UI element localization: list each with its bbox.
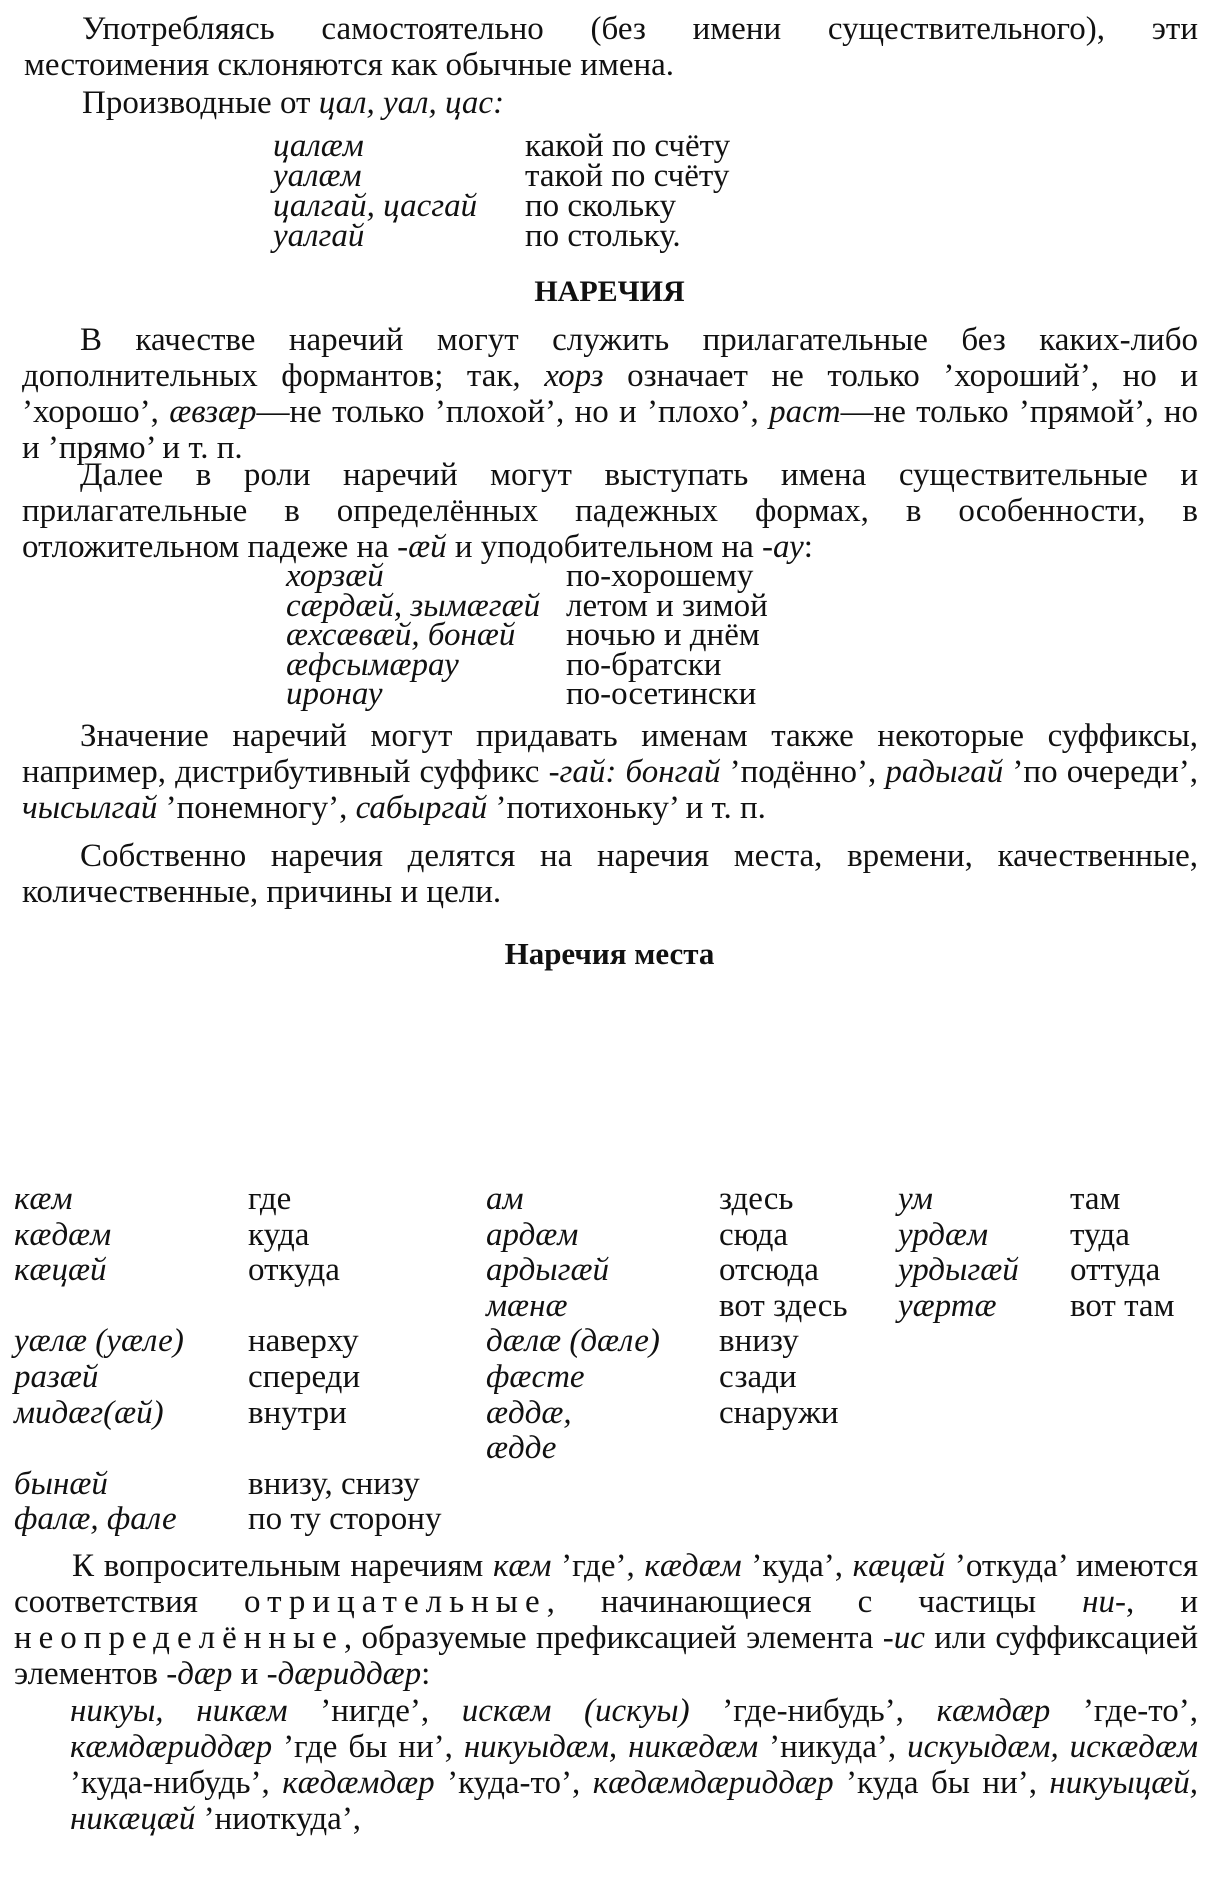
table-row bbox=[14, 1218, 1204, 1254]
table-cell: разæй bbox=[14, 1358, 99, 1395]
example-word: бонгай bbox=[625, 754, 721, 790]
suffix: -гай: bbox=[548, 754, 617, 790]
suffix: -дæриддæр bbox=[266, 1656, 422, 1692]
table-row bbox=[14, 1253, 1204, 1289]
derivative-form: цалæм bbox=[273, 128, 364, 164]
text-run: ’подённо’, bbox=[720, 754, 886, 790]
example-word: кæдæмдæриддæр bbox=[592, 1765, 834, 1801]
text-run: , образуемые префиксацией элемента bbox=[343, 1620, 883, 1656]
example-meaning: летом и зимой bbox=[566, 587, 768, 624]
table-cell: урдæм bbox=[898, 1216, 989, 1253]
text-run: ’откуда’ имеются соответствия bbox=[14, 1548, 1199, 1620]
example-word: искæм (искуы) bbox=[461, 1693, 690, 1729]
text-run: Значение наречий могут придавать именам также некоторые суффиксы, например, дистрибутивный суффикс bbox=[22, 718, 1198, 790]
text-run: ’никуда’, bbox=[758, 1729, 908, 1765]
derivative-form: цалгай, цасгай bbox=[273, 188, 478, 224]
table-cell: сзади bbox=[719, 1358, 797, 1395]
example-word: никуы, никæм bbox=[70, 1693, 288, 1729]
table-cell: ардыгæй bbox=[486, 1252, 609, 1289]
table-cell: кæм bbox=[14, 1181, 73, 1217]
suffix: -æй bbox=[397, 529, 447, 565]
derivatives-source-words: цал, уал, цас: bbox=[318, 85, 505, 121]
list-item bbox=[286, 617, 806, 653]
list-item bbox=[273, 128, 893, 164]
table-cell: мидæг(æй) bbox=[14, 1394, 164, 1431]
table-cell: æдде bbox=[486, 1430, 557, 1467]
derivative-form: уалæм bbox=[273, 158, 362, 194]
paragraph-independent-use: Употребляясь самостоятельно (без имени существительного), эти местоимения склоняются как обычные имена. bbox=[24, 11, 1198, 83]
example-word: кæмдæриддæр bbox=[70, 1729, 273, 1765]
example-meaning: по-братски bbox=[566, 646, 722, 683]
paragraph-adverb-examples bbox=[70, 1693, 1198, 1837]
example-word: æвзæр bbox=[169, 394, 257, 430]
table-cell: вот там bbox=[1070, 1287, 1175, 1324]
example-word: кæдæм bbox=[644, 1548, 742, 1584]
table-row bbox=[14, 1431, 1204, 1467]
text-run: : bbox=[421, 1656, 431, 1692]
text-run: ’по очереди’, bbox=[1003, 754, 1198, 790]
prefix: -ис bbox=[882, 1620, 925, 1656]
example-word: никуыдæм, никæдæм bbox=[463, 1729, 759, 1765]
text-run: , начинающиеся с частицы bbox=[546, 1584, 1083, 1620]
list-item bbox=[286, 558, 806, 594]
text-run bbox=[616, 754, 625, 790]
derivative-meaning: по скольку bbox=[525, 188, 677, 224]
example-meaning: по-хорошему bbox=[566, 558, 754, 594]
example-meaning: по-осетински bbox=[566, 676, 757, 712]
text-run: —не только ’прямой’, но и ’прямо’ и т. п. bbox=[22, 394, 1198, 466]
table-cell: снаружи bbox=[719, 1394, 839, 1431]
list-item bbox=[286, 646, 806, 683]
text-run: ’где’, bbox=[551, 1548, 645, 1584]
case-examples-list bbox=[286, 558, 806, 712]
example-form: æфсымæрау bbox=[286, 646, 459, 683]
derivative-form: уалгай bbox=[273, 218, 365, 254]
derivative-meaning: такой по счёту bbox=[525, 158, 730, 194]
table-cell: уæлæ (уæле) bbox=[14, 1323, 184, 1360]
table-cell: урдыгæй bbox=[898, 1252, 1019, 1289]
text-run: ’где-нибудь’, bbox=[689, 1693, 937, 1729]
paragraph-derivatives-intro bbox=[24, 85, 1198, 121]
spaced-term: отрицательные bbox=[244, 1584, 547, 1620]
example-form: сæрдæй, зымæгæй bbox=[286, 587, 541, 624]
table-cell: откуда bbox=[248, 1252, 340, 1289]
text-run: ’где бы ни’, bbox=[272, 1729, 464, 1765]
list-item bbox=[286, 676, 806, 712]
table-cell: кæдæм bbox=[14, 1216, 112, 1253]
table-row bbox=[14, 1502, 1204, 1538]
table-cell: отсюда bbox=[719, 1252, 819, 1289]
text-run: ’где-то’, bbox=[1050, 1693, 1198, 1729]
table-cell: дæлæ (дæле) bbox=[486, 1323, 660, 1360]
table-cell: внутри bbox=[248, 1394, 347, 1431]
list-item bbox=[273, 158, 893, 194]
example-form: хорзæй bbox=[286, 558, 384, 594]
derivatives-intro-text: Производные от bbox=[82, 85, 319, 121]
table-cell: где bbox=[248, 1181, 292, 1217]
text-run: ’нигде’, bbox=[287, 1693, 462, 1729]
example-form: æхсæвæй, бонæй bbox=[286, 617, 516, 653]
table-cell: ам bbox=[486, 1181, 524, 1217]
table-cell: мæнæ bbox=[486, 1287, 568, 1324]
section-heading: НАРЕЧИЯ bbox=[534, 275, 685, 308]
example-word: чысылгай bbox=[22, 790, 158, 826]
text-run: и уподобительном на bbox=[446, 529, 763, 565]
table-row bbox=[14, 1396, 1204, 1432]
derivative-meaning: какой по счёту bbox=[525, 128, 731, 164]
text-run: —не только ’плохой’, но и ’плохо’, bbox=[256, 394, 770, 430]
table-cell: внизу bbox=[719, 1323, 799, 1360]
text-run: К вопросительным наречиям bbox=[72, 1548, 493, 1584]
list-item bbox=[286, 587, 806, 624]
paragraph-case-forms bbox=[22, 457, 1198, 565]
suffix: -дæр bbox=[166, 1656, 233, 1692]
table-cell: спереди bbox=[248, 1358, 361, 1395]
subsection-heading: Наречия места bbox=[504, 936, 715, 971]
text-run: или суффиксацией элементов bbox=[14, 1620, 1199, 1692]
example-word: кæцæй bbox=[852, 1548, 946, 1584]
paragraph-suffixes bbox=[22, 718, 1198, 826]
table-cell: бынæй bbox=[14, 1465, 108, 1502]
table-cell: кæцæй bbox=[14, 1252, 107, 1289]
table-row bbox=[14, 1182, 1204, 1218]
text-run: и bbox=[232, 1656, 267, 1692]
example-word: радыгай bbox=[885, 754, 1004, 790]
text-run: ’куда бы ни’, bbox=[833, 1765, 1050, 1801]
text-run: , и bbox=[1126, 1584, 1198, 1620]
paragraph-interrogative-adverbs bbox=[14, 1548, 1198, 1692]
table-row bbox=[14, 1289, 1204, 1325]
example-word: никуыцæй, никæцæй bbox=[70, 1765, 1198, 1837]
list-item bbox=[273, 218, 893, 254]
text-run: : bbox=[803, 529, 813, 565]
text-run: ’куда-нибудь’, bbox=[70, 1765, 283, 1801]
list-item bbox=[273, 188, 893, 224]
example-word: кæм bbox=[492, 1548, 552, 1584]
text-run: означает не только ’хороший’, но и ’хорошо’, bbox=[22, 358, 1199, 430]
table-cell: фæсте bbox=[486, 1358, 585, 1395]
text-run: ’понемногу’, bbox=[157, 790, 356, 826]
text-run: ’куда’, bbox=[741, 1548, 853, 1584]
table-cell: туда bbox=[1070, 1216, 1130, 1253]
table-cell: уæртæ bbox=[898, 1287, 997, 1324]
table-row bbox=[14, 1360, 1204, 1396]
suffix: -ау bbox=[762, 529, 804, 565]
particle: ни- bbox=[1082, 1584, 1127, 1620]
example-word: хорз bbox=[544, 358, 604, 394]
table-cell: вот здесь bbox=[719, 1287, 848, 1324]
derivatives-list bbox=[273, 128, 893, 254]
table-cell: сюда bbox=[719, 1216, 789, 1253]
text-run: ’ниоткуда’, bbox=[195, 1801, 362, 1837]
table-cell: ардæм bbox=[486, 1216, 579, 1253]
paragraph-adverb-classes: Собственно наречия делятся на наречия места, времени, качественные, количественные, причины и цели. bbox=[22, 838, 1198, 910]
example-word: искуыдæм, искæдæм bbox=[907, 1729, 1199, 1765]
example-word: сабыргай bbox=[355, 790, 488, 826]
table-cell: ум bbox=[898, 1181, 933, 1217]
table-cell: æддæ, bbox=[486, 1394, 572, 1431]
paragraph-adjectives-as-adverbs bbox=[22, 322, 1198, 466]
text-run: В качестве наречий могут служить прилагательные без каких-либо дополнительных формантов; так, bbox=[22, 322, 1198, 394]
text-run: ’куда-то’, bbox=[434, 1765, 593, 1801]
place-adverbs-table bbox=[14, 1182, 1204, 1538]
table-cell: здесь bbox=[719, 1181, 794, 1217]
table-cell: там bbox=[1070, 1181, 1121, 1217]
text-run: Далее в роли наречий могут выступать имена существительные и прилагательные в определённых падежных формах, в особенности, в отложительном падеже на bbox=[22, 457, 1198, 565]
text-run: ’потихоньку’ и т. п. bbox=[487, 790, 766, 826]
example-form: иронау bbox=[286, 676, 383, 712]
table-cell: оттуда bbox=[1070, 1252, 1161, 1289]
table-row bbox=[14, 1467, 1204, 1503]
example-word: раст bbox=[769, 394, 841, 430]
table-cell: наверху bbox=[248, 1323, 359, 1360]
example-meaning: ночью и днём bbox=[566, 617, 760, 653]
spaced-term: неопределённые bbox=[14, 1620, 344, 1656]
table-cell: фалæ, фале bbox=[14, 1501, 177, 1538]
derivative-meaning: по стольку. bbox=[525, 218, 681, 254]
table-cell: по ту сторону bbox=[248, 1501, 442, 1538]
table-row bbox=[14, 1324, 1204, 1360]
table-cell: куда bbox=[248, 1216, 310, 1253]
example-word: кæмдæр bbox=[936, 1693, 1051, 1729]
table-cell: внизу, снизу bbox=[248, 1465, 420, 1502]
example-word: кæдæмдæр bbox=[282, 1765, 435, 1801]
